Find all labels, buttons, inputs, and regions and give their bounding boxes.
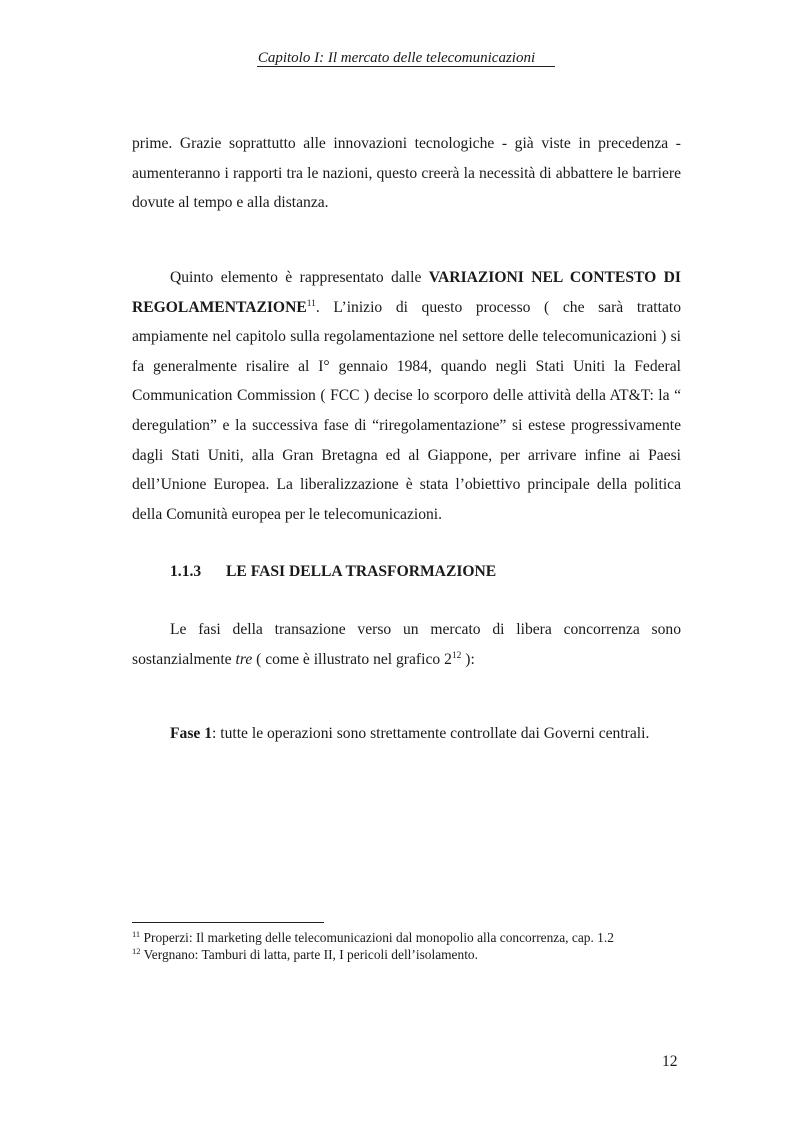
page-number: 12	[662, 1053, 678, 1070]
italic-term: tre	[235, 650, 253, 668]
section-heading	[170, 560, 496, 584]
paragraph-text-part1: Le fasi della transazione verso un mercato di libera concorrenza sono sostanzialmente	[132, 621, 681, 668]
footnote-separator	[132, 922, 324, 923]
footnote-number: 12	[132, 946, 141, 956]
paragraph-continuation	[132, 129, 681, 218]
header-underline	[257, 66, 555, 67]
phase-description: : tutte le operazioni sono strettamente controllate dai Governi centrali.	[212, 725, 650, 742]
bold-term: VARIAZIONI NEL CONTESTO DI REGOLAMENTAZIONE	[132, 269, 681, 316]
phase-label: Fase 1	[170, 725, 213, 742]
running-header: Capitolo I: Il mercato delle telecomunicazioni	[257, 50, 536, 66]
footnote-11	[132, 929, 732, 946]
footnote-12	[132, 946, 732, 963]
section-number: 1.1.3	[170, 563, 202, 580]
footnote-number: 11	[132, 929, 141, 939]
paragraph-text: prime. Grazie soprattutto alle innovazioni tecnologiche - già viste in precedenza - aumenteranno i rapporti tra le nazioni, questo creerà la necessità di abbattere le barriere dovute al tempo e alla distanza.	[132, 135, 681, 212]
section-title: LE FASI DELLA TRASFORMAZIONE	[226, 563, 497, 580]
paragraph-body: . L’inizio di questo processo ( che sarà trattato ampiamente nel capitolo sulla regolamentazione nel settore delle telecomunicazioni ) si fa generalmente risalire al I° gennaio 1984, quando negli Stati Uniti la Federal Communication Commission ( FCC ) decise lo scorporo delle attività della AT&T: la “ deregulation” e la successiva fase di “riregolamentazione” si estese progressivamente dagli Stati Uniti, alla Gran Bretagna ed al Giappone, per arrivare infine ai Paesi dell’Unione Europea. La liberalizzazione è stata l’obiettivo principale della politica della Comunità europea per le telecomunicazioni.	[132, 298, 681, 523]
footnote-ref-11: 11	[306, 298, 316, 309]
paragraph-phases	[132, 615, 681, 674]
footnote-ref-12: 12	[451, 650, 462, 661]
paragraph-text-part3: ):	[461, 650, 475, 668]
paragraph-intro: Quinto elemento è rappresentato dalle	[170, 269, 429, 286]
footnotes	[132, 929, 732, 963]
paragraph-fifth-element	[132, 263, 681, 529]
footnote-text: Vergnano: Tamburi di latta, parte II, I pericoli dell’isolamento.	[140, 947, 478, 962]
paragraph-phase-1	[132, 719, 681, 749]
footnote-text: Properzi: Il marketing delle telecomunicazioni dal monopolio alla concorrenza, cap. 1.2	[140, 930, 614, 945]
paragraph-text-part2: ( come è illustrato nel grafico 2	[252, 650, 452, 668]
